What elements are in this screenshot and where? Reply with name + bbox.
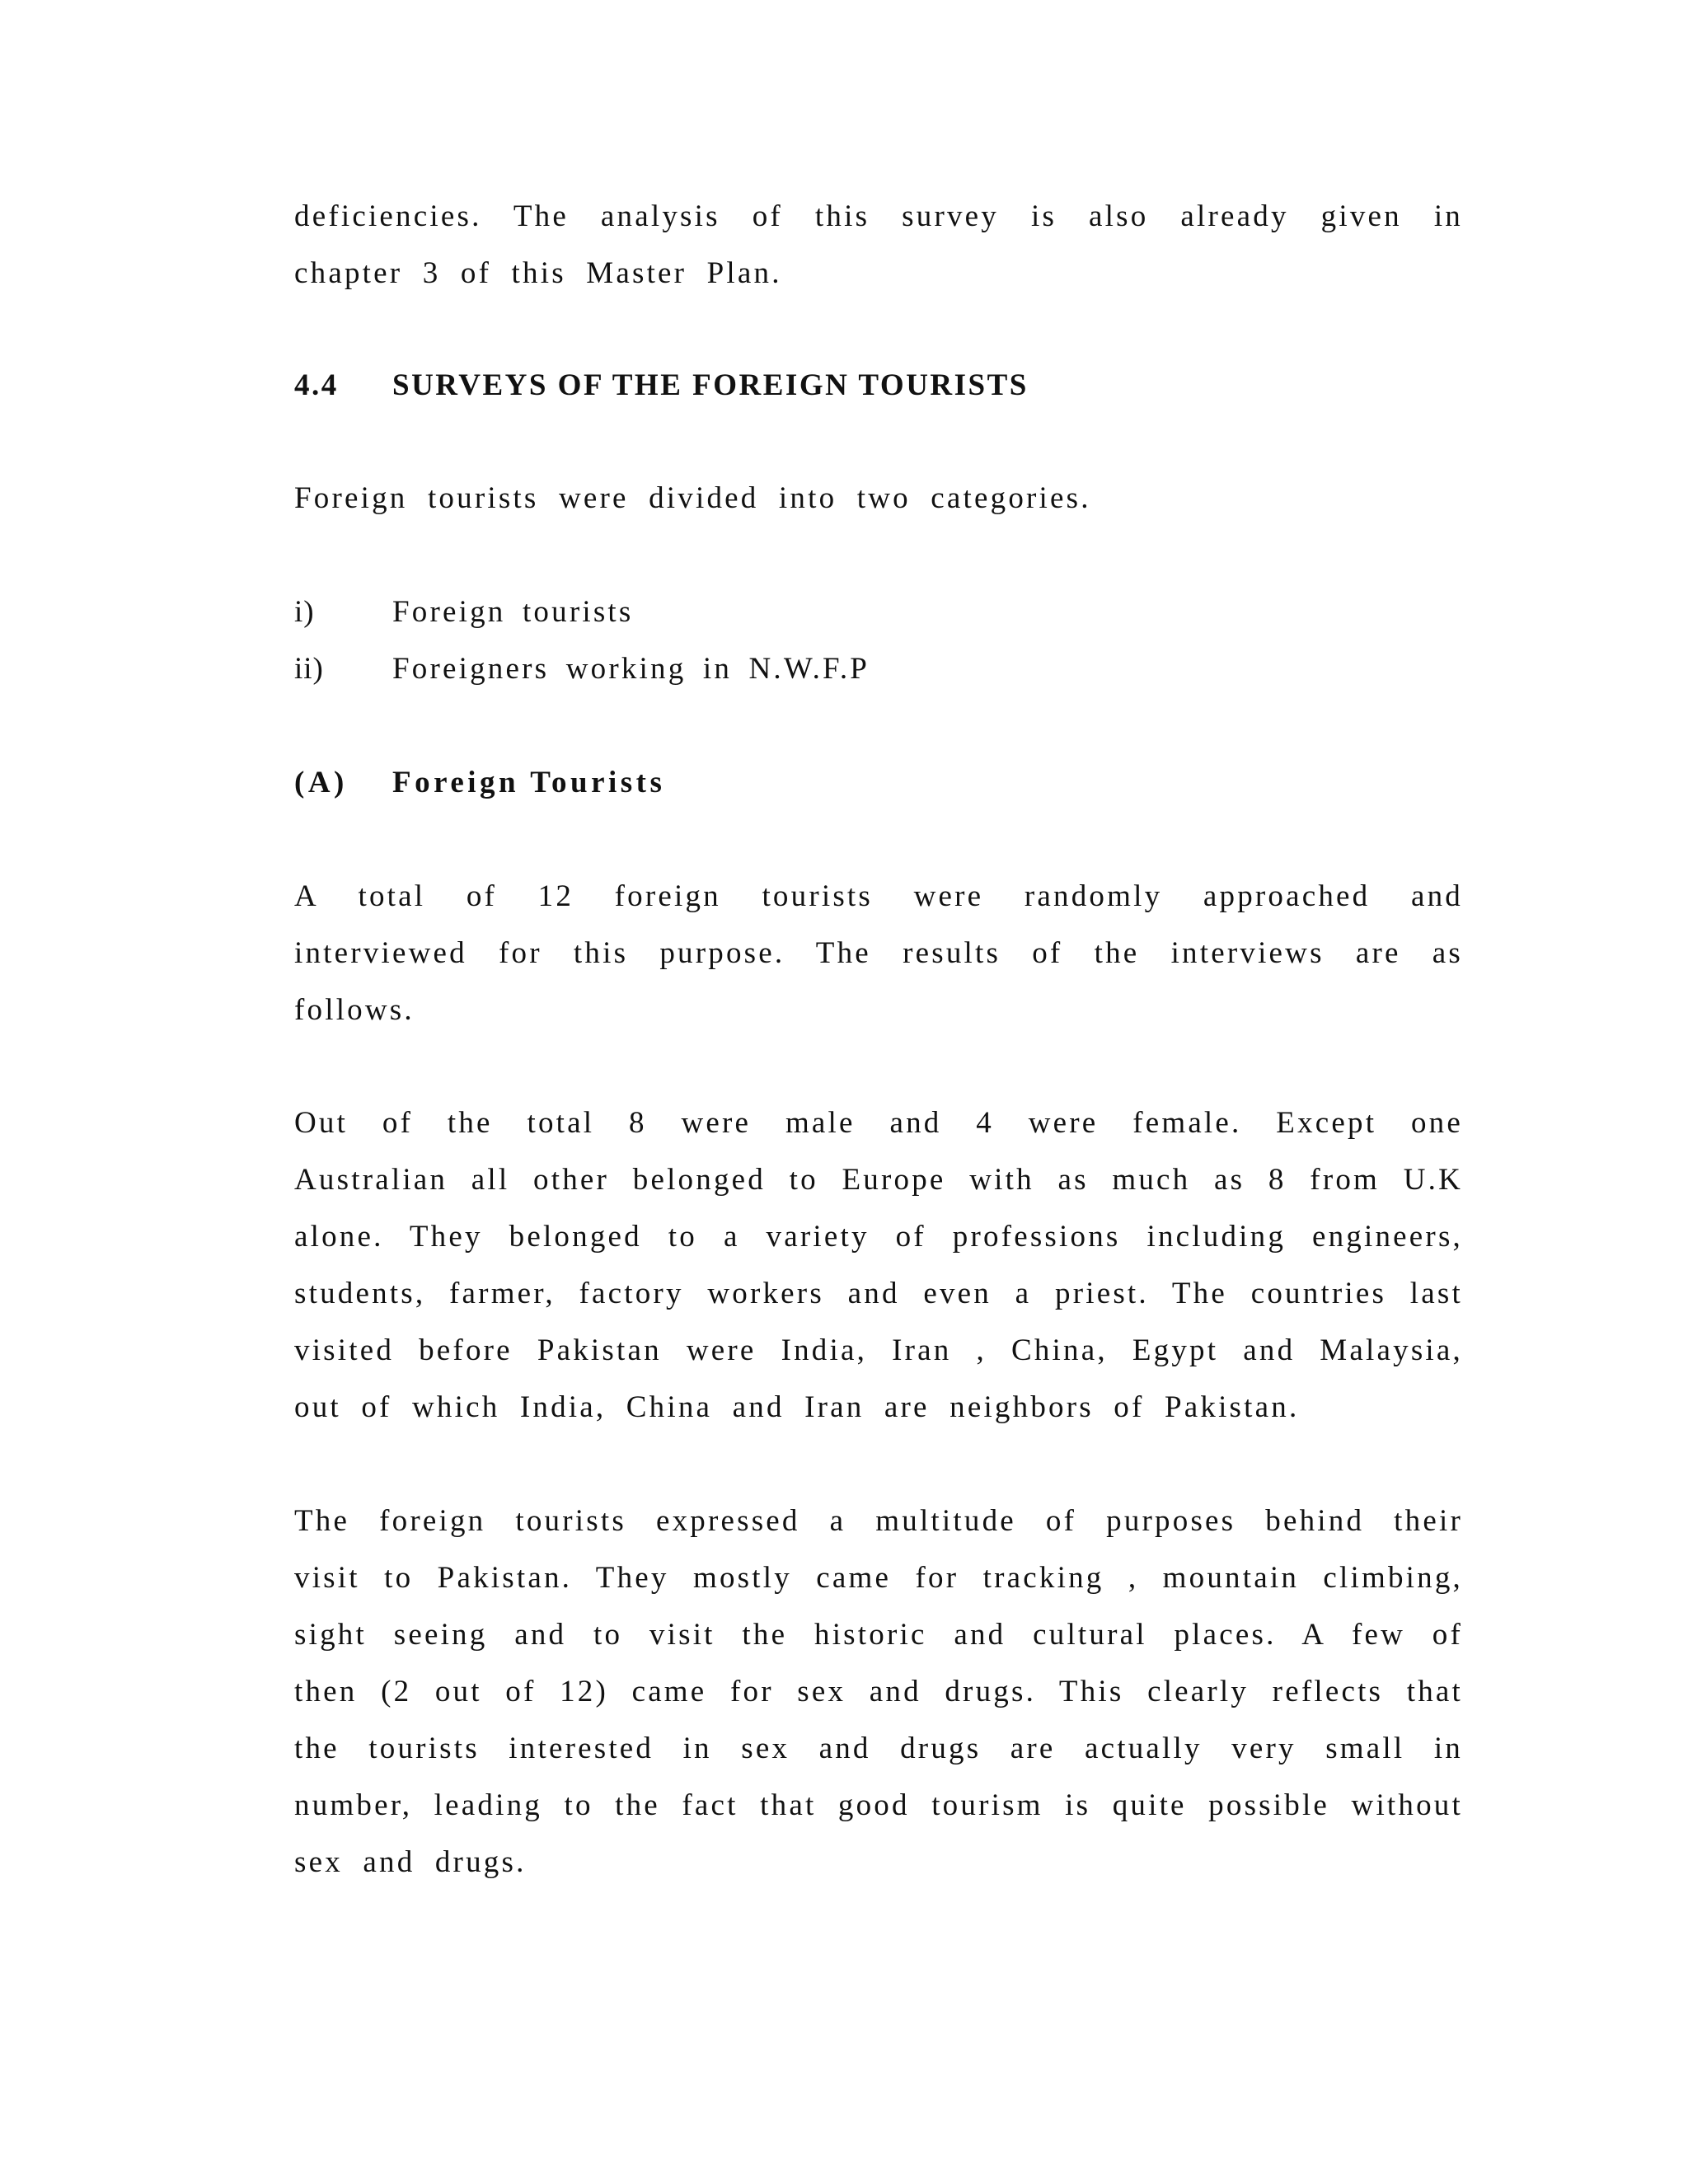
section-title: SURVEYS OF THE FOREIGN TOURISTS — [392, 368, 1029, 402]
section-number: 4.4 — [294, 368, 339, 402]
paragraph-interviews: A total of 12 foreign tourists were randomly approached and interviewed for this purpose. The results of the interviews are as follows. — [294, 879, 1463, 1027]
subsection-marker: (A) — [294, 766, 348, 799]
section-heading — [294, 357, 1463, 414]
list-marker: i) — [294, 595, 315, 629]
intro-paragraph: deficiencies. The analysis of this survey is also already given in chapter 3 of this Master Plan. — [294, 199, 1463, 290]
list-item-label: Foreigners working in N.W.F.P — [392, 652, 870, 686]
paragraph-demographics: Out of the total 8 were male and 4 were female. Except one Australian all other belonged to Europe with as much as 8 from U.K alone. They belonged to a variety of professions including engineers, students, farmer, factory workers and even a priest. The countries last visited before Pakistan were India, Iran , China, Egypt and Malaysia, out of which India, China and Iran are neighbors of Pakistan. — [294, 1106, 1463, 1424]
list-marker: ii) — [294, 652, 324, 686]
paragraph-purposes: The foreign tourists expressed a multitude of purposes behind their visit to Pakistan. They mostly came for tracking , mountain climbing, sight seeing and to visit the historic and cultural places. A few of then (2 out of 12) came for sex and drugs. This clearly reflects that the tourists interested in sex and drugs are actually very small in number, leading to the fact that good tourism is quite possible without sex and drugs. — [294, 1504, 1463, 1879]
categories-intro: Foreign tourists were divided into two categories. — [294, 481, 1091, 515]
list-item — [294, 583, 1463, 640]
categories-list — [294, 583, 1463, 697]
list-item — [294, 640, 1463, 697]
subsection-heading — [294, 754, 1463, 811]
list-item-label: Foreign tourists — [392, 595, 634, 629]
subsection-title: Foreign Tourists — [392, 766, 666, 799]
